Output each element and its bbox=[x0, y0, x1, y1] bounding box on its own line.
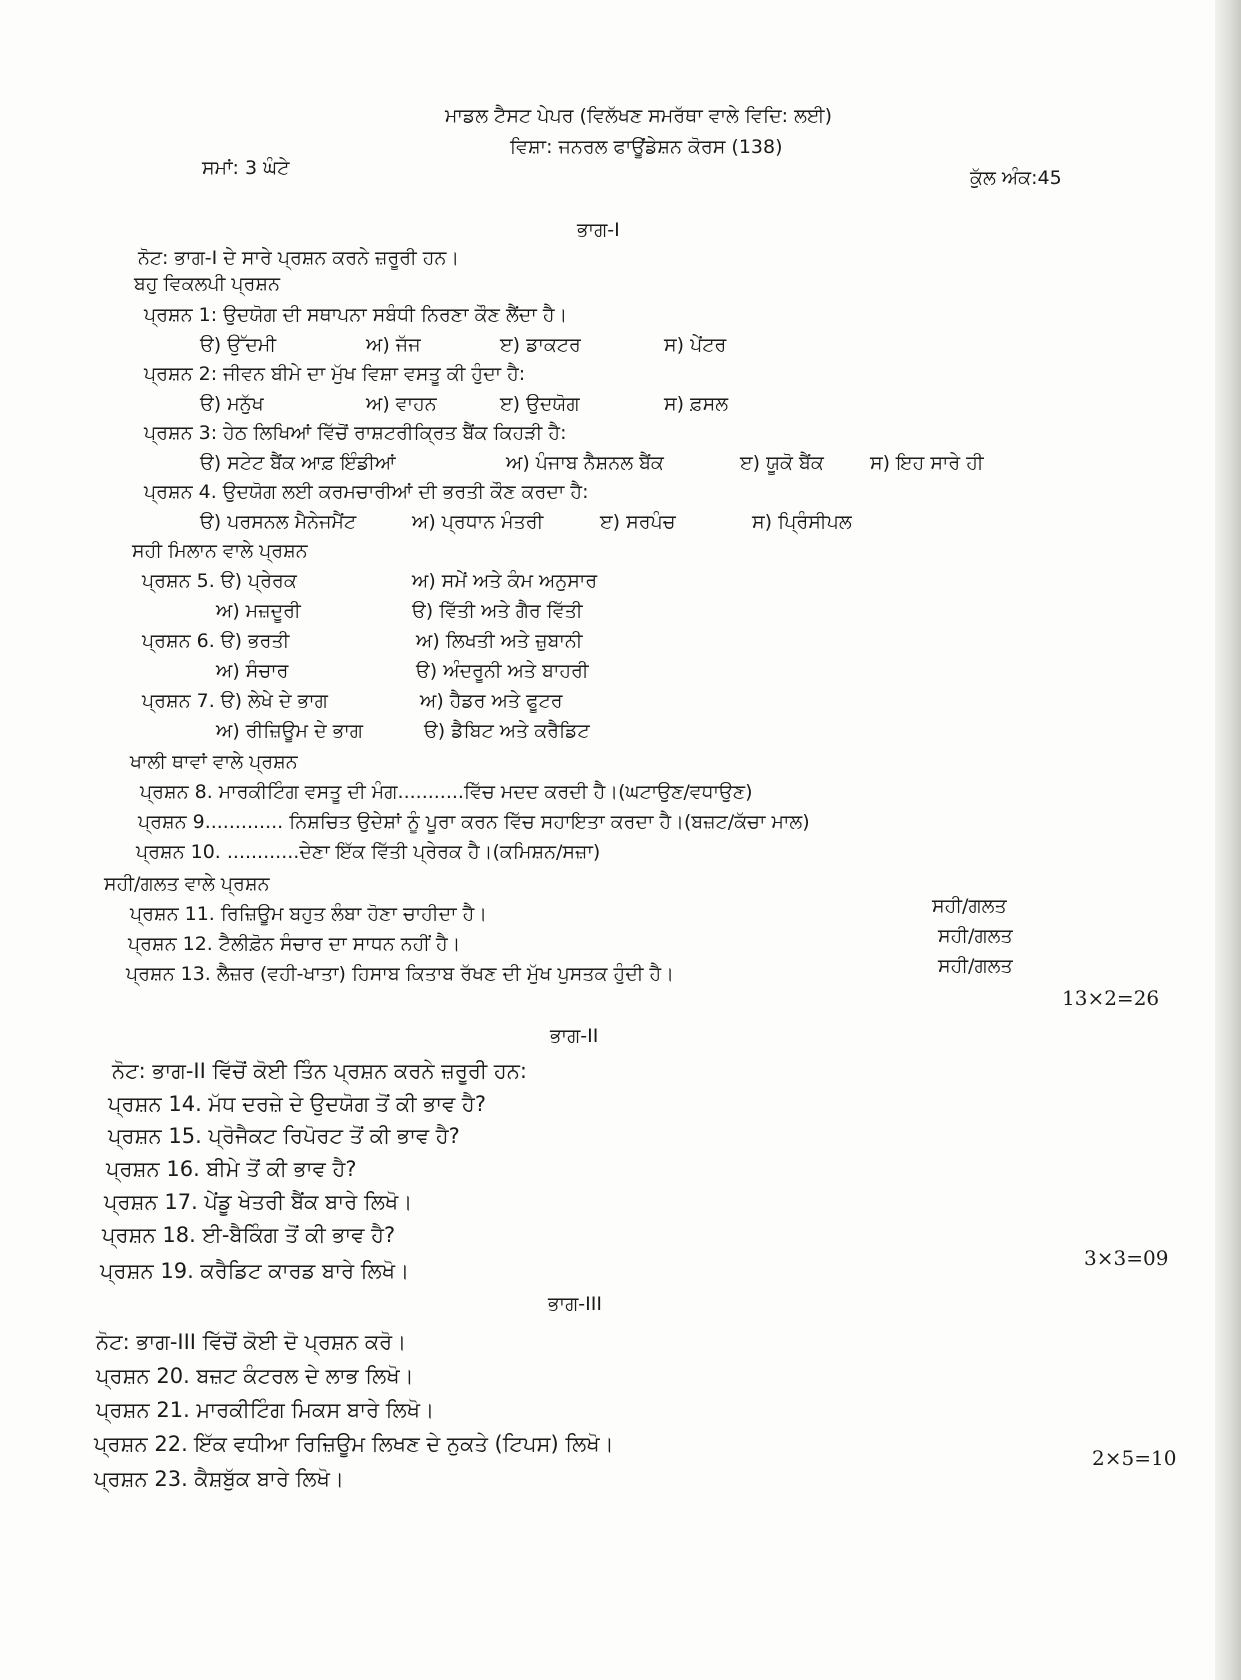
part3-heading: ਭਾਗ-III bbox=[548, 1293, 602, 1315]
q4-option-a: ੳ) ਪਰਸਨਲ ਮੈਨੇਜਮੈਂਟ bbox=[200, 511, 357, 533]
question-15: ਪ੍ਰਸ਼ਨ 15. ਪ੍ਰੋਜੈਕਟ ਰਿਪੋਰਟ ਤੋਂ ਕੀ ਭਾਵ ਹੈ? bbox=[108, 1124, 460, 1148]
part2-note: ਨੋਟ: ਭਾਗ-II ਵਿੱਚੋਂ ਕੋਈ ਤਿੰਨ ਪ੍ਰਸ਼ਨ ਕਰਨੇ ਜ਼ਰੂਰੀ ਹਨ: bbox=[112, 1059, 528, 1083]
question-4: ਪ੍ਰਸ਼ਨ 4. ਉਦਯੋਗ ਲਈ ਕਰਮਚਾਰੀਆਂ ਦੀ ਭਰਤੀ ਕੌਣ ਕਰਦਾ ਹੈ: bbox=[144, 481, 589, 503]
q1-option-b: ਅ) ਜੱਜ bbox=[366, 334, 421, 356]
part3-note: ਨੋਟ: ਭਾਗ-III ਵਿੱਚੋਂ ਕੋਈ ਦੋ ਪ੍ਰਸ਼ਨ ਕਰੋ। bbox=[96, 1330, 407, 1354]
q4-option-c: ੲ) ਸਰਪੰਚ bbox=[600, 511, 676, 533]
part1-note: ਨੋਟ: ਭਾਗ-I ਦੇ ਸਾਰੇ ਪ੍ਰਸ਼ਨ ਕਰਨੇ ਜ਼ਰੂਰੀ ਹਨ। bbox=[138, 247, 460, 269]
match-left-5: ਪ੍ਰਸ਼ਨ 5. ੳ) ਪ੍ਰੇਰਕ bbox=[142, 570, 297, 592]
match-right-7: ਅ) ਹੈਡਰ ਅਤੇ ਫੂਟਰ bbox=[420, 690, 563, 712]
fill-heading: ਖਾਲੀ ਥਾਵਾਂ ਵਾਲੇ ਪ੍ਰਸ਼ਨ bbox=[130, 751, 298, 773]
match-right-6: ਅ) ਲਿਖਤੀ ਅਤੇ ਜ਼ੁਬਾਨੀ bbox=[416, 630, 583, 652]
mcq-heading: ਬਹੁ ਵਿਕਲਪੀ ਪ੍ਰਸ਼ਨ bbox=[134, 273, 280, 295]
paper-title: ਮਾਡਲ ਟੈਸਟ ਪੇਪਰ (ਵਿਲੱਖਣ ਸਮਰੱਥਾ ਵਾਲੇ ਵਿਦਿ: ਲਈ) bbox=[445, 105, 832, 127]
q3-option-b: ਅ) ਪੰਜਾਬ ਨੈਸ਼ਨਲ ਬੈਂਕ bbox=[506, 452, 664, 474]
total-marks: ਕੁੱਲ ਅੰਕ:45 bbox=[970, 167, 1062, 189]
page-edge-shadow bbox=[1215, 0, 1241, 1680]
question-10: ਪ੍ਰਸ਼ਨ 10. ............ਦੇਣਾ ਇੱਕ ਵਿੱਤੀ ਪ੍ਰੇਰਕ ਹੈ।(ਕਮਿਸ਼ਨ/ਸਜ਼ਾ) bbox=[136, 841, 601, 863]
part2-heading: ਭਾਗ-II bbox=[550, 1025, 599, 1047]
question-13: ਪ੍ਰਸ਼ਨ 13. ਲੈਜ਼ਰ (ਵਹੀ-ਖਾਤਾ) ਹਿਸਾਬ ਕਿਤਾਬ ਰੱਖਣ ਦੀ ਮੁੱਖ ਪੁਸਤਕ ਹੁੰਦੀ ਹੈ। bbox=[126, 963, 675, 985]
match-right-5: ਅ) ਸਮੇਂ ਅਤੇ ਕੰਮ ਅਨੁਸਾਰ bbox=[412, 570, 598, 592]
q1-option-c: ੲ) ਡਾਕਟਰ bbox=[500, 334, 581, 356]
q2-option-b: ਅ) ਵਾਹਨ bbox=[366, 393, 437, 415]
q4-option-d: ਸ) ਪ੍ਰਿੰਸੀਪਲ bbox=[752, 511, 852, 533]
part3-marks: 2×5=10 bbox=[1092, 1446, 1177, 1470]
q4-option-b: ਅ) ਪ੍ਰਧਾਨ ਮੰਤਰੀ bbox=[412, 511, 544, 533]
question-16: ਪ੍ਰਸ਼ਨ 16. ਬੀਮੇ ਤੋਂ ਕੀ ਭਾਵ ਹੈ? bbox=[106, 1157, 357, 1181]
q11-true-false: ਸਹੀ/ਗਲਤ bbox=[932, 895, 1007, 917]
paper-subject: ਵਿਸ਼ਾ: ਜਨਰਲ ਫਾਊਂਡੇਸ਼ਨ ਕੋਰਸ (138) bbox=[510, 136, 783, 158]
question-23: ਪ੍ਰਸ਼ਨ 23. ਕੈਸ਼ਬੁੱਕ ਬਾਰੇ ਲਿਖੋ। bbox=[94, 1467, 345, 1491]
part2-marks: 3×3=09 bbox=[1084, 1246, 1169, 1270]
match-left-6b: ਅ) ਸੰਚਾਰ bbox=[216, 660, 289, 682]
question-3: ਪ੍ਰਸ਼ਨ 3: ਹੇਠ ਲਿਖਿਆਂ ਵਿੱਚੋਂ ਰਾਸ਼ਟਰੀਕ੍ਰਿਤ ਬੈਂਕ ਕਿਹੜੀ ਹੈ: bbox=[144, 422, 567, 444]
question-8: ਪ੍ਰਸ਼ਨ 8. ਮਾਰਕੀਟਿੰਗ ਵਸਤੂ ਦੀ ਮੰਗ...........ਵਿੱਚ ਮਦਦ ਕਰਦੀ ਹੈ।(ਘਟਾਉਣ/ਵਧਾਉਣ) bbox=[140, 781, 753, 803]
q3-option-c: ੲ) ਯੂਕੋ ਬੈਂਕ bbox=[740, 452, 824, 474]
question-22: ਪ੍ਰਸ਼ਨ 22. ਇੱਕ ਵਧੀਆ ਰਿਜ਼ਿਊਮ ਲਿਖਣ ਦੇ ਨੁਕਤੇ (ਟਿਪਸ) ਲਿਖੋ। bbox=[94, 1432, 614, 1456]
question-12: ਪ੍ਰਸ਼ਨ 12. ਟੈਲੀਫ਼ੋਨ ਸੰਚਾਰ ਦਾ ਸਾਧਨ ਨਹੀਂ ਹੈ। bbox=[128, 933, 461, 955]
q1-option-a: ੳ) ਉੱਦਮੀ bbox=[200, 334, 277, 356]
tf-heading: ਸਹੀ/ਗਲਤ ਵਾਲੇ ਪ੍ਰਸ਼ਨ bbox=[104, 873, 270, 895]
question-21: ਪ੍ਰਸ਼ਨ 21. ਮਾਰਕੀਟਿੰਗ ਮਿਕਸ ਬਾਰੇ ਲਿਖੋ। bbox=[96, 1398, 435, 1422]
question-14: ਪ੍ਰਸ਼ਨ 14. ਮੱਧ ਦਰਜ਼ੇ ਦੇ ਉਦਯੋਗ ਤੋਂ ਕੀ ਭਾਵ ਹੈ? bbox=[108, 1092, 486, 1116]
question-9: ਪ੍ਰਸ਼ਨ 9............. ਨਿਸ਼ਚਿਤ ਉਦੇਸ਼ਾਂ ਨੂੰ ਪੂਰਾ ਕਰਨ ਵਿੱਚ ਸਹਾਇਤਾ ਕਰਦਾ ਹੈ।(ਬਜ਼ਟ/ਕੱਚਾ ਮਾਲ) bbox=[138, 811, 810, 833]
match-left-7b: ਅ) ਰੀਜ਼ਿਊਮ ਦੇ ਭਾਗ bbox=[216, 720, 363, 742]
part1-heading: ਭਾਗ-I bbox=[577, 219, 620, 241]
question-17: ਪ੍ਰਸ਼ਨ 17. ਪੇਂਡੂ ਖੇਤਰੀ ਬੈਂਕ ਬਾਰੇ ਲਿਖੋ। bbox=[104, 1190, 413, 1214]
question-1: ਪ੍ਰਸ਼ਨ 1: ਉਦਯੋਗ ਦੀ ਸਥਾਪਨਾ ਸਬੰਧੀ ਨਿਰਣਾ ਕੌਣ ਲੈਂਦਾ ਹੈ। bbox=[144, 304, 568, 326]
q2-option-c: ੲ) ਉਦਯੋਗ bbox=[500, 393, 580, 415]
match-right-5b: ੳ) ਵਿੱਤੀ ਅਤੇ ਗੈਰ ਵਿੱਤੀ bbox=[412, 600, 583, 622]
question-11: ਪ੍ਰਸ਼ਨ 11. ਰਿਜ਼ਿਊਮ ਬਹੁਤ ਲੰਬਾ ਹੋਣਾ ਚਾਹੀਦਾ ਹੈ। bbox=[130, 903, 488, 925]
q2-option-d: ਸ) ਫ਼ਸਲ bbox=[664, 393, 729, 415]
match-left-7: ਪ੍ਰਸ਼ਨ 7. ੳ) ਲੇਖੇ ਦੇ ਭਾਗ bbox=[142, 690, 328, 712]
q2-option-a: ੳ) ਮਨੁੱਖ bbox=[200, 393, 264, 415]
question-20: ਪ੍ਰਸ਼ਨ 20. ਬਜ਼ਟ ਕੰਟਰਲ ਦੇ ਲਾਭ ਲਿਖੋ। bbox=[96, 1364, 414, 1388]
q13-true-false: ਸਹੀ/ਗਲਤ bbox=[938, 955, 1013, 977]
match-right-7b: ੳ) ਡੈਬਿਟ ਅਤੇ ਕਰੈਡਿਟ bbox=[424, 720, 590, 742]
q1-option-d: ਸ) ਪੇਂਟਰ bbox=[664, 334, 727, 356]
match-right-6b: ੳ) ਅੰਦਰੂਨੀ ਅਤੇ ਬਾਹਰੀ bbox=[416, 660, 589, 682]
time-allowed: ਸਮਾਂ: 3 ਘੰਟੇ bbox=[202, 157, 290, 179]
q3-option-a: ੳ) ਸਟੇਟ ਬੈਂਕ ਆਫ਼ ਇੰਡੀਆਂ bbox=[200, 452, 396, 474]
question-19: ਪ੍ਰਸ਼ਨ 19. ਕਰੈਡਿਟ ਕਾਰਡ ਬਾਰੇ ਲਿਖੋ। bbox=[100, 1259, 410, 1283]
match-left-6: ਪ੍ਰਸ਼ਨ 6. ੳ) ਭਰਤੀ bbox=[142, 630, 290, 652]
question-2: ਪ੍ਰਸ਼ਨ 2: ਜੀਵਨ ਬੀਮੇ ਦਾ ਮੁੱਖ ਵਿਸ਼ਾ ਵਸਤੂ ਕੀ ਹੁੰਦਾ ਹੈ: bbox=[144, 363, 526, 385]
q12-true-false: ਸਹੀ/ਗਲਤ bbox=[938, 925, 1013, 947]
match-left-5b: ਅ) ਮਜ਼ਦੂਰੀ bbox=[216, 600, 301, 622]
question-18: ਪ੍ਰਸ਼ਨ 18. ਈ-ਬੈਕਿੰਗ ਤੋਂ ਕੀ ਭਾਵ ਹੈ? bbox=[102, 1223, 396, 1247]
q3-option-d: ਸ) ਇਹ ਸਾਰੇ ਹੀ bbox=[870, 452, 984, 474]
part1-marks: 13×2=26 bbox=[1062, 986, 1160, 1010]
match-heading: ਸਹੀ ਮਿਲਾਨ ਵਾਲੇ ਪ੍ਰਸ਼ਨ bbox=[132, 540, 308, 562]
